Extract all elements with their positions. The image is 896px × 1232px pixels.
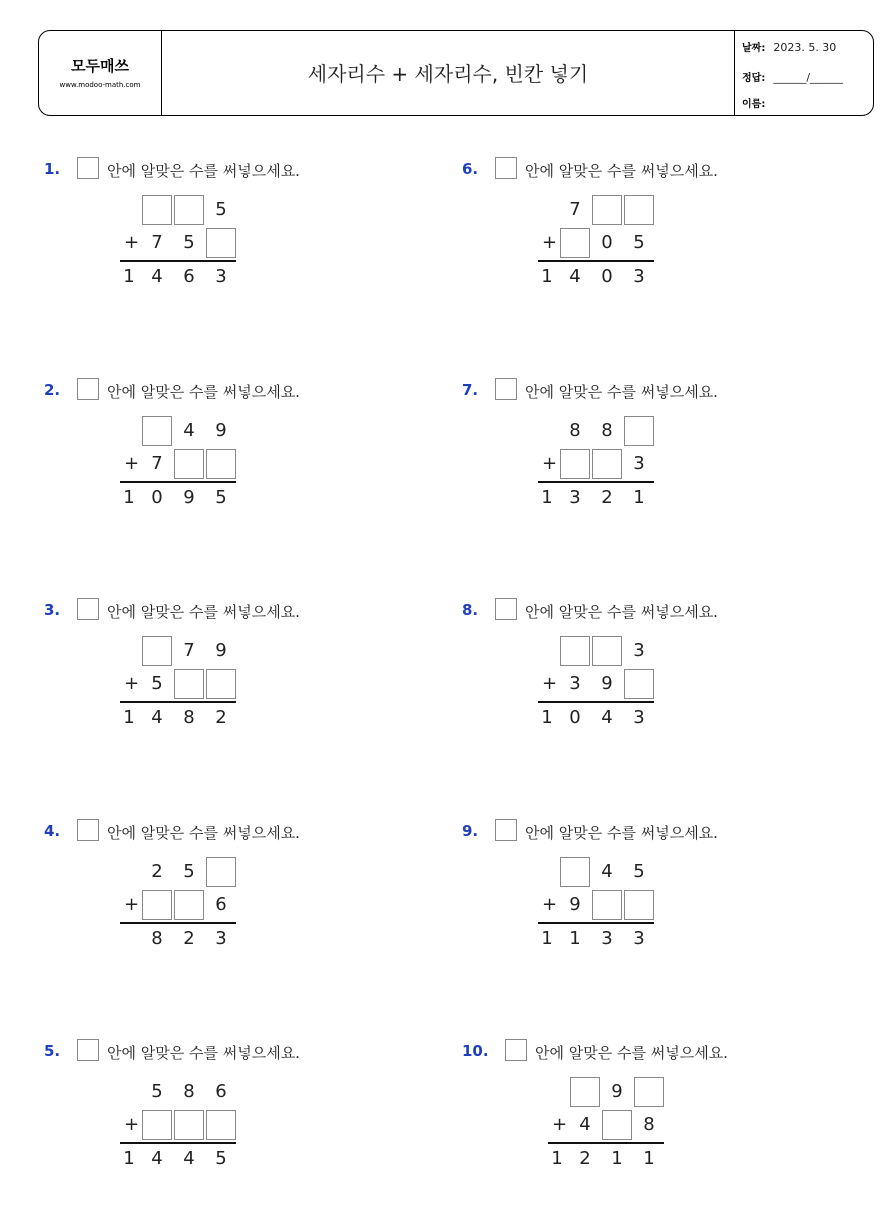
addend-digit: 5 — [633, 861, 645, 882]
answer-blank[interactable] — [142, 636, 172, 666]
sum-line — [538, 481, 654, 483]
instruction-text: 안에 알맞은 수를 써넣으세요. — [107, 383, 300, 401]
plus-sign: + — [124, 232, 140, 253]
answer-blank[interactable] — [560, 857, 590, 887]
plus-sign: + — [552, 1114, 568, 1135]
addend-digit: 7 — [151, 232, 163, 253]
result-digit: 3 — [633, 266, 645, 287]
date-row — [742, 39, 836, 54]
problem-number: 9. — [462, 822, 479, 840]
answer-blank[interactable] — [174, 1110, 204, 1140]
instruction-text: 안에 알맞은 수를 써넣으세요. — [525, 162, 718, 180]
addend-digit: 8 — [601, 420, 613, 441]
result-digit: 4 — [569, 266, 581, 287]
addend-digit: 5 — [183, 861, 195, 882]
result-digit: 3 — [215, 928, 227, 949]
problem-9 — [462, 822, 882, 1012]
result-digit: 2 — [601, 487, 613, 508]
result-digit: 3 — [601, 928, 613, 949]
result-digit: 1 — [551, 1148, 563, 1169]
problem-10 — [462, 1042, 882, 1232]
addend-digit: 6 — [215, 894, 227, 915]
logo — [39, 31, 162, 115]
answer-value: ______/______ — [773, 71, 844, 84]
instruction-text: 안에 알맞은 수를 써넣으세요. — [525, 383, 718, 401]
instruction-text: 안에 알맞은 수를 써넣으세요. — [107, 1044, 300, 1062]
addend-digit: 8 — [643, 1114, 655, 1135]
answer-blank[interactable] — [602, 1110, 632, 1140]
result-digit: 4 — [183, 1148, 195, 1169]
addend-digit: 8 — [183, 1081, 195, 1102]
instruction-text: 안에 알맞은 수를 써넣으세요. — [525, 824, 718, 842]
instruction-text: 안에 알맞은 수를 써넣으세요. — [107, 824, 300, 842]
answer-row — [742, 69, 843, 84]
result-digit: 1 — [123, 707, 135, 728]
sum-line — [120, 260, 236, 262]
problem-number: 5. — [44, 1042, 61, 1060]
result-digit: 6 — [183, 266, 195, 287]
result-digit: 4 — [151, 707, 163, 728]
answer-blank[interactable] — [592, 195, 622, 225]
sum-line — [120, 1142, 236, 1144]
meta-panel — [734, 31, 873, 115]
problem-6 — [462, 160, 882, 350]
worksheet-header — [38, 30, 874, 116]
result-digit: 8 — [183, 707, 195, 728]
problem-3 — [44, 601, 464, 791]
addend-digit: 9 — [215, 420, 227, 441]
result-digit: 1 — [633, 487, 645, 508]
result-digit: 9 — [183, 487, 195, 508]
result-digit: 2 — [183, 928, 195, 949]
problem-number: 1. — [44, 160, 61, 178]
problem-number: 3. — [44, 601, 61, 619]
addend-digit: 9 — [569, 894, 581, 915]
answer-blank[interactable] — [142, 1110, 172, 1140]
problem-8 — [462, 601, 882, 791]
addend-digit: 5 — [183, 232, 195, 253]
sum-line — [538, 701, 654, 703]
sum-line — [548, 1142, 664, 1144]
addend-digit: 4 — [183, 420, 195, 441]
problem-number: 2. — [44, 381, 61, 399]
result-digit: 3 — [215, 266, 227, 287]
answer-blank[interactable] — [560, 228, 590, 258]
answer-blank[interactable] — [570, 1077, 600, 1107]
result-digit: 1 — [541, 487, 553, 508]
answer-blank[interactable] — [206, 228, 236, 258]
addend-digit: 6 — [215, 1081, 227, 1102]
addend-digit: 4 — [601, 861, 613, 882]
result-digit: 3 — [569, 487, 581, 508]
problem-number: 4. — [44, 822, 61, 840]
answer-blank[interactable] — [624, 416, 654, 446]
instruction-text: 안에 알맞은 수를 써넣으세요. — [107, 603, 300, 621]
result-digit: 8 — [151, 928, 163, 949]
plus-sign: + — [124, 673, 140, 694]
addend-digit: 3 — [569, 673, 581, 694]
answer-blank[interactable] — [142, 416, 172, 446]
problem-number: 6. — [462, 160, 479, 178]
answer-blank[interactable] — [624, 195, 654, 225]
plus-sign: + — [542, 673, 558, 694]
result-digit: 1 — [123, 1148, 135, 1169]
logo-name: 모두매쓰 — [71, 57, 129, 75]
answer-blank[interactable] — [634, 1077, 664, 1107]
result-digit: 4 — [151, 266, 163, 287]
problem-5 — [44, 1042, 464, 1232]
instruction-box-icon — [77, 598, 99, 620]
addend-digit: 2 — [151, 861, 163, 882]
worksheet-title: 세자리수 + 세자리수, 빈칸 넣기 — [307, 62, 589, 86]
problem-1 — [44, 160, 464, 350]
addend-digit: 9 — [611, 1081, 623, 1102]
instruction-box-icon — [495, 157, 517, 179]
result-digit: 0 — [569, 707, 581, 728]
result-digit: 1 — [541, 707, 553, 728]
result-digit: 1 — [123, 487, 135, 508]
problem-2 — [44, 381, 464, 571]
answer-blank[interactable] — [174, 890, 204, 920]
sum-line — [120, 481, 236, 483]
sum-line — [538, 922, 654, 924]
date-value: 2023. 5. 30 — [773, 41, 837, 54]
addend-digit: 5 — [633, 232, 645, 253]
answer-blank[interactable] — [206, 449, 236, 479]
sum-line — [120, 701, 236, 703]
answer-blank[interactable] — [560, 636, 590, 666]
result-digit: 0 — [151, 487, 163, 508]
result-digit: 1 — [541, 266, 553, 287]
date-label: 날짜: — [742, 43, 766, 54]
addend-digit: 7 — [183, 640, 195, 661]
instruction-box-icon — [77, 157, 99, 179]
addend-digit: 7 — [151, 453, 163, 474]
answer-blank[interactable] — [560, 449, 590, 479]
plus-sign: + — [124, 453, 140, 474]
plus-sign: + — [542, 453, 558, 474]
result-digit: 2 — [579, 1148, 591, 1169]
addend-digit: 4 — [579, 1114, 591, 1135]
instruction-text: 안에 알맞은 수를 써넣으세요. — [107, 162, 300, 180]
result-digit: 1 — [123, 266, 135, 287]
addend-digit: 3 — [633, 640, 645, 661]
problem-number: 7. — [462, 381, 479, 399]
result-digit: 1 — [611, 1148, 623, 1169]
result-digit: 3 — [633, 928, 645, 949]
instruction-box-icon — [495, 378, 517, 400]
answer-blank[interactable] — [206, 857, 236, 887]
addend-digit: 0 — [601, 232, 613, 253]
addend-digit: 5 — [215, 199, 227, 220]
instruction-box-icon — [505, 1039, 527, 1061]
answer-label: 정답: — [742, 73, 766, 84]
addend-digit: 7 — [569, 199, 581, 220]
result-digit: 0 — [601, 266, 613, 287]
instruction-text: 안에 알맞은 수를 써넣으세요. — [525, 603, 718, 621]
instruction-box-icon — [495, 598, 517, 620]
addend-digit: 9 — [601, 673, 613, 694]
result-digit: 5 — [215, 1148, 227, 1169]
problem-number: 10. — [462, 1042, 489, 1060]
addend-digit: 3 — [633, 453, 645, 474]
addend-digit: 5 — [151, 673, 163, 694]
instruction-box-icon — [77, 819, 99, 841]
answer-blank[interactable] — [174, 449, 204, 479]
problem-number: 8. — [462, 601, 479, 619]
result-digit: 5 — [215, 487, 227, 508]
answer-blank[interactable] — [624, 669, 654, 699]
problem-4 — [44, 822, 464, 1012]
plus-sign: + — [542, 894, 558, 915]
addend-digit: 9 — [215, 640, 227, 661]
instruction-box-icon — [77, 378, 99, 400]
result-digit: 4 — [601, 707, 613, 728]
plus-sign: + — [542, 232, 558, 253]
result-digit: 1 — [541, 928, 553, 949]
answer-blank[interactable] — [592, 890, 622, 920]
addend-digit: 8 — [569, 420, 581, 441]
instruction-text: 안에 알맞은 수를 써넣으세요. — [535, 1044, 728, 1062]
result-digit: 1 — [569, 928, 581, 949]
plus-sign: + — [124, 894, 140, 915]
problem-7 — [462, 381, 882, 571]
answer-blank[interactable] — [624, 890, 654, 920]
answer-blank[interactable] — [592, 449, 622, 479]
sum-line — [120, 922, 236, 924]
answer-blank[interactable] — [142, 890, 172, 920]
logo-url: www.modoo-math.com — [59, 81, 141, 89]
answer-blank[interactable] — [174, 669, 204, 699]
answer-blank[interactable] — [174, 195, 204, 225]
result-digit: 2 — [215, 707, 227, 728]
instruction-box-icon — [77, 1039, 99, 1061]
addend-digit: 5 — [151, 1081, 163, 1102]
answer-blank[interactable] — [142, 195, 172, 225]
name-label: 이름: — [742, 99, 766, 110]
sum-line — [538, 260, 654, 262]
name-row — [742, 95, 773, 110]
result-digit: 4 — [151, 1148, 163, 1169]
answer-blank[interactable] — [206, 669, 236, 699]
answer-blank[interactable] — [206, 1110, 236, 1140]
answer-blank[interactable] — [592, 636, 622, 666]
plus-sign: + — [124, 1114, 140, 1135]
result-digit: 3 — [633, 707, 645, 728]
result-digit: 1 — [643, 1148, 655, 1169]
instruction-box-icon — [495, 819, 517, 841]
